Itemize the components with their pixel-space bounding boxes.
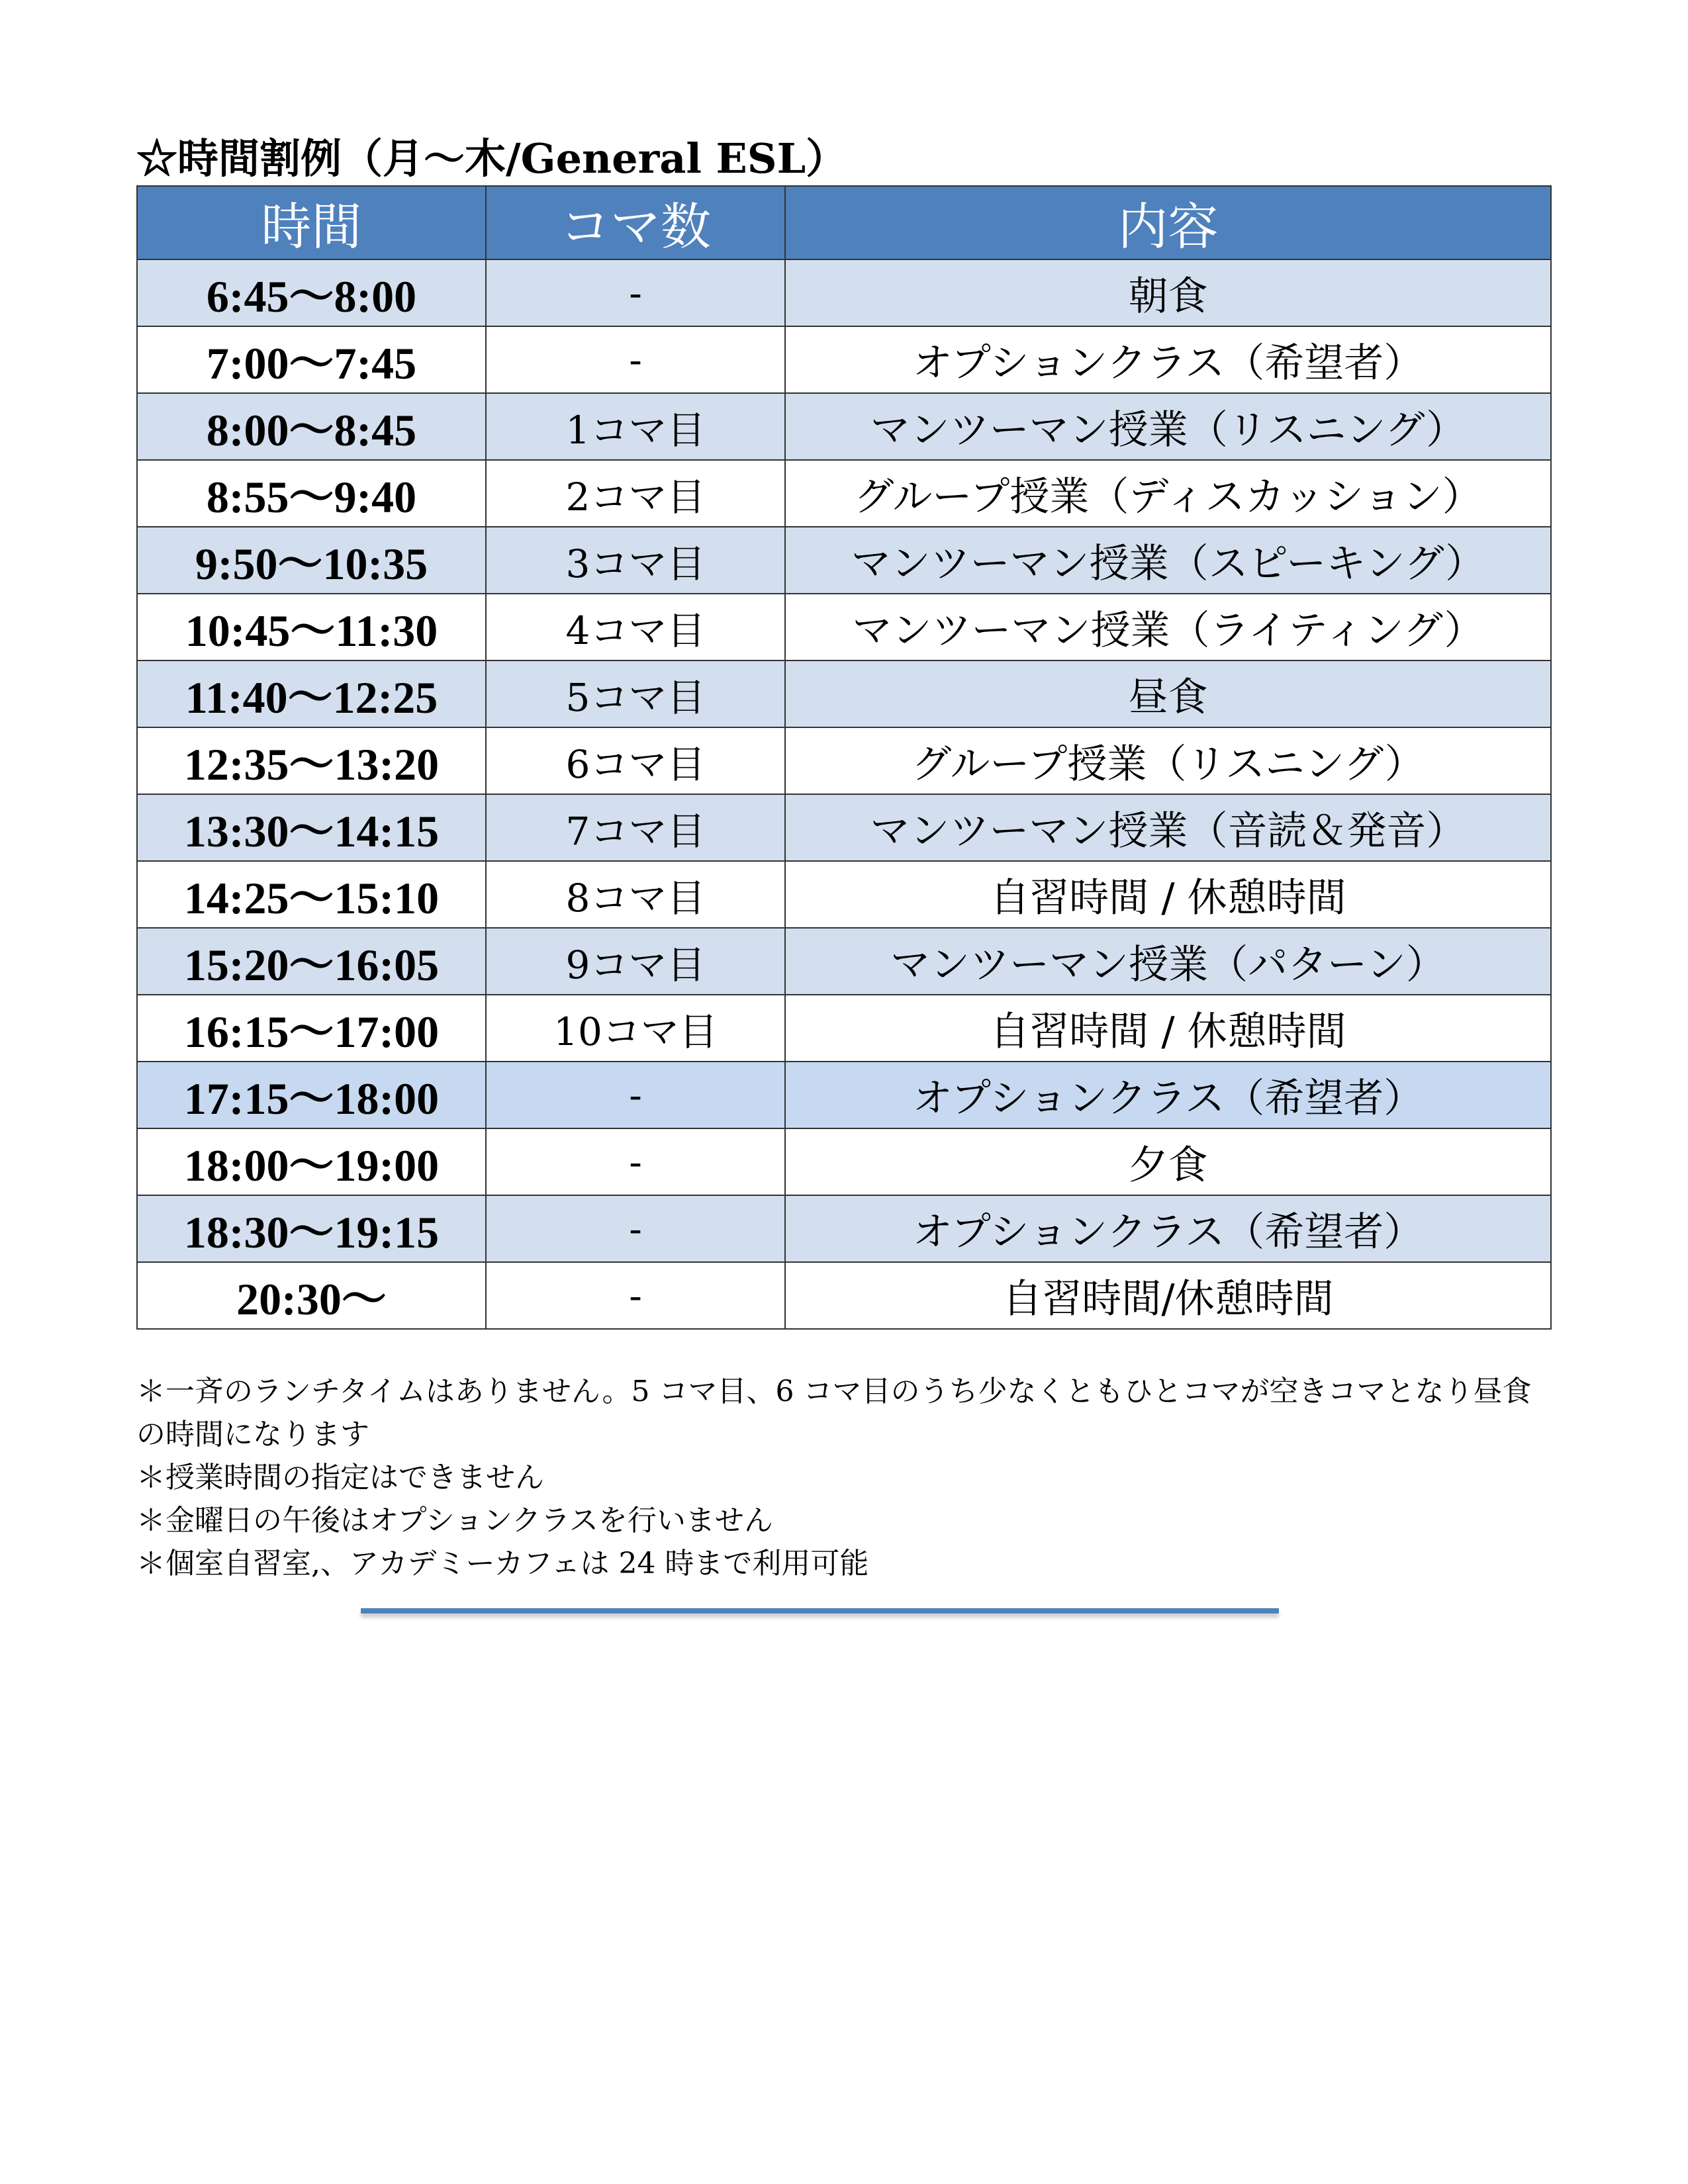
note-item: ＊金曜日の午後はオプションクラスを行いません (136, 1504, 773, 1537)
content-cell: マンツーマン授業（パターン） (785, 928, 1551, 995)
table-row (137, 393, 1551, 460)
koma-cell: 9コマ目 (486, 928, 785, 995)
table-row (137, 861, 1551, 928)
content-cell: オプションクラス（希望者） (785, 1195, 1551, 1262)
time-cell: 17:15～18:00 (137, 1062, 486, 1128)
content-cell: グループ授業（リスニング） (785, 727, 1551, 794)
time-cell: 11:40～12:25 (137, 660, 486, 727)
koma-cell: 3コマ目 (486, 527, 785, 594)
time-cell: 10:45～11:30 (137, 594, 486, 660)
header-content: 内容 (785, 186, 1551, 259)
content-cell: グループ授業（ディスカッション） (785, 460, 1551, 527)
time-cell: 8:00～8:45 (137, 393, 486, 460)
koma-cell: 7コマ目 (486, 794, 785, 861)
table-body (137, 259, 1551, 1329)
table-row (137, 727, 1551, 794)
koma-cell: - (486, 1128, 785, 1195)
time-cell: 14:25～15:10 (137, 861, 486, 928)
content-cell: オプションクラス（希望者） (785, 326, 1551, 393)
content-cell: マンツーマン授業（リスニング） (785, 393, 1551, 460)
koma-cell: 8コマ目 (486, 861, 785, 928)
time-cell: 20:30～ (137, 1262, 486, 1329)
time-cell: 9:50～10:35 (137, 527, 486, 594)
content-cell: マンツーマン授業（スピーキング） (785, 527, 1551, 594)
table-row (137, 326, 1551, 393)
content-cell: 昼食 (785, 660, 1551, 727)
table-row (137, 259, 1551, 326)
divider-line (361, 1608, 1279, 1614)
content-cell: オプションクラス（希望者） (785, 1062, 1551, 1128)
time-cell: 12:35～13:20 (137, 727, 486, 794)
content-cell: 朝食 (785, 259, 1551, 326)
table-row (137, 995, 1551, 1062)
note-item: ＊一斉のランチタイムはありません。5 コマ目、6 コマ目のうち少なくともひとコマが空きコマとなり昼食の時間になります (136, 1375, 1532, 1451)
koma-cell: - (486, 326, 785, 393)
content-cell: 自習時間 / 休憩時間 (785, 861, 1551, 928)
table-row (137, 527, 1551, 594)
table-row (137, 1195, 1551, 1262)
content-cell: 自習時間/休憩時間 (785, 1262, 1551, 1329)
header-time: 時間 (137, 186, 486, 259)
table-row (137, 460, 1551, 527)
time-cell: 18:30～19:15 (137, 1195, 486, 1262)
koma-cell: - (486, 1195, 785, 1262)
koma-cell: - (486, 1062, 785, 1128)
time-cell: 8:55～9:40 (137, 460, 486, 527)
table-row (137, 1062, 1551, 1128)
page-title: ☆時間割例（月～木/General ESL） (136, 134, 847, 183)
table-row (137, 660, 1551, 727)
header-koma: コマ数 (486, 186, 785, 259)
table-row (137, 928, 1551, 995)
koma-cell: 10コマ目 (486, 995, 785, 1062)
table-row (137, 794, 1551, 861)
table-header-row (137, 186, 1551, 259)
koma-cell: - (486, 259, 785, 326)
koma-cell: 1コマ目 (486, 393, 785, 460)
content-cell: マンツーマン授業（ライティング） (785, 594, 1551, 660)
time-cell: 7:00～7:45 (137, 326, 486, 393)
koma-cell: 5コマ目 (486, 660, 785, 727)
content-cell: マンツーマン授業（音読＆発音） (785, 794, 1551, 861)
note-item: ＊個室自習室,、アカデミーカフェは 24 時まで利用可能 (136, 1547, 869, 1580)
koma-cell: 2コマ目 (486, 460, 785, 527)
note-item: ＊授業時間の指定はできません (136, 1461, 544, 1494)
time-cell: 16:15～17:00 (137, 995, 486, 1062)
koma-cell: 4コマ目 (486, 594, 785, 660)
table-row (137, 1262, 1551, 1329)
table-row (137, 1128, 1551, 1195)
table-row (137, 594, 1551, 660)
time-cell: 18:00～19:00 (137, 1128, 486, 1195)
notes (136, 1370, 1560, 1585)
schedule-table (136, 185, 1552, 1330)
content-cell: 自習時間 / 休憩時間 (785, 995, 1551, 1062)
koma-cell: - (486, 1262, 785, 1329)
time-cell: 15:20～16:05 (137, 928, 486, 995)
content-cell: 夕食 (785, 1128, 1551, 1195)
time-cell: 6:45～8:00 (137, 259, 486, 326)
time-cell: 13:30～14:15 (137, 794, 486, 861)
koma-cell: 6コマ目 (486, 727, 785, 794)
